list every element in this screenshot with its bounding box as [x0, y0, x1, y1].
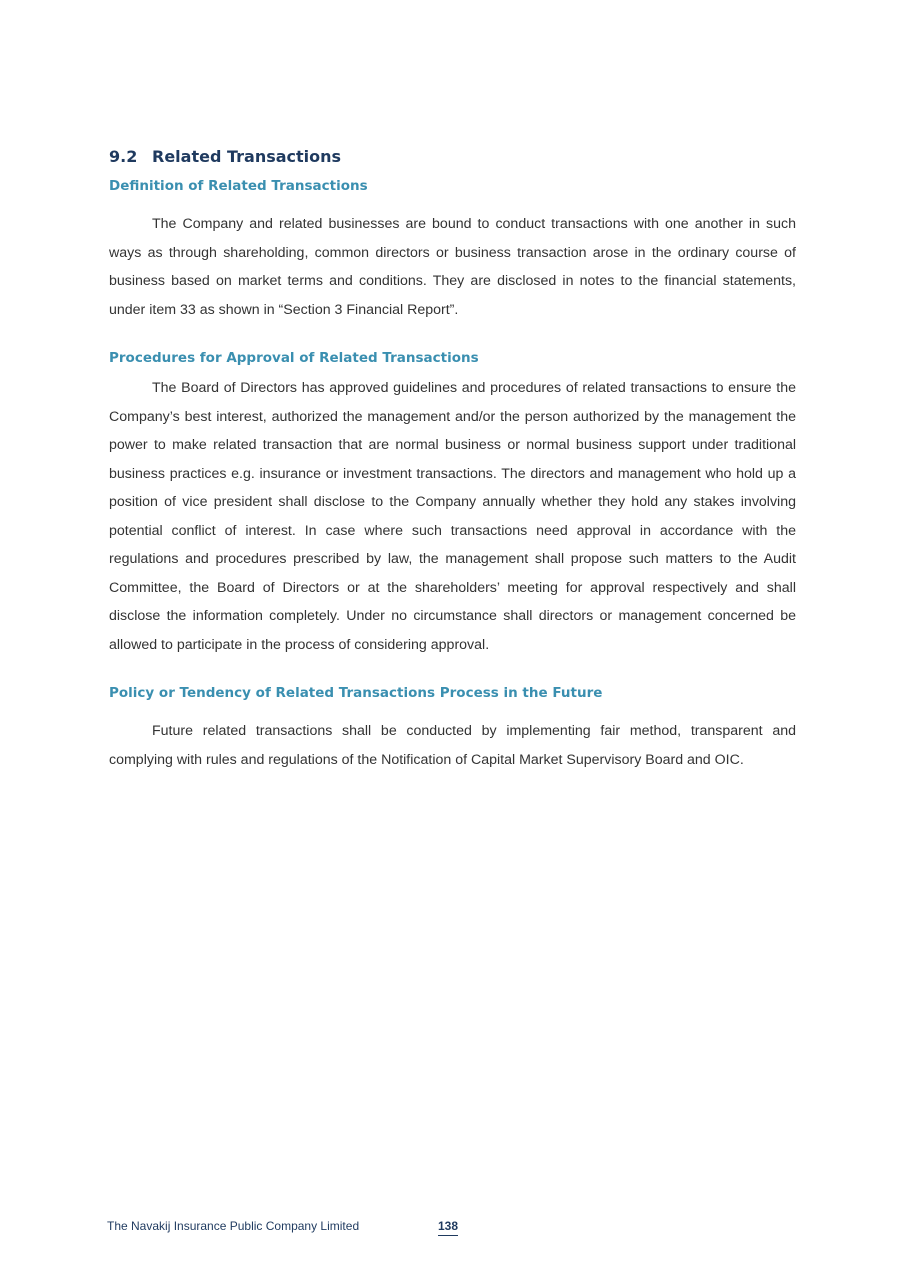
policy-heading: Policy or Tendency of Related Transactions Process in the Future — [109, 685, 603, 701]
definition-heading: Definition of Related Transactions — [109, 178, 368, 194]
page-number: 138 — [438, 1219, 458, 1236]
page-footer — [107, 1219, 507, 1241]
section-heading — [109, 146, 796, 168]
procedures-heading: Procedures for Approval of Related Transactions — [109, 350, 479, 366]
section-number: 9.2 — [109, 147, 138, 166]
definition-paragraph: The Company and related businesses are bound to conduct transactions with one another in such ways as through shareholding, common directors or business transaction arose in the ordinary course of business based on market terms and conditions. They are disclosed in notes to the financial statements, under item 33 as shown in “Section 3 Financial Report”. — [109, 216, 796, 318]
policy-paragraph: Future related transactions shall be conducted by implementing fair method, transparent and complying with rules and regulations of the Notification of Capital Market Supervisory Board and OIC. — [109, 723, 796, 768]
footer-company-name: The Navakij Insurance Public Company Limited — [107, 1219, 360, 1233]
procedures-paragraph: The Board of Directors has approved guidelines and procedures of related transactions to ensure the Company’s best interest, authorized the management and/or the person authorized by the management the power to make related transaction that are normal business or normal business support under traditional business practices e.g. insurance or investment transactions. The directors and management who hold up a position of vice president shall disclose to the Company annually whether they hold any stakes involving potential conflict of interest. In case where such transactions need approval in accordance with the regulations and procedures prescribed by law, the management shall propose such matters to the Audit Committee, the Board of Directors or at the shareholders’ meeting for approval respectively and shall disclose the information completely. Under no circumstance shall directors or management concerned be allowed to participate in the process of considering approval. — [109, 380, 796, 653]
document-body — [109, 146, 796, 774]
section-title: Related Transactions — [152, 147, 342, 166]
